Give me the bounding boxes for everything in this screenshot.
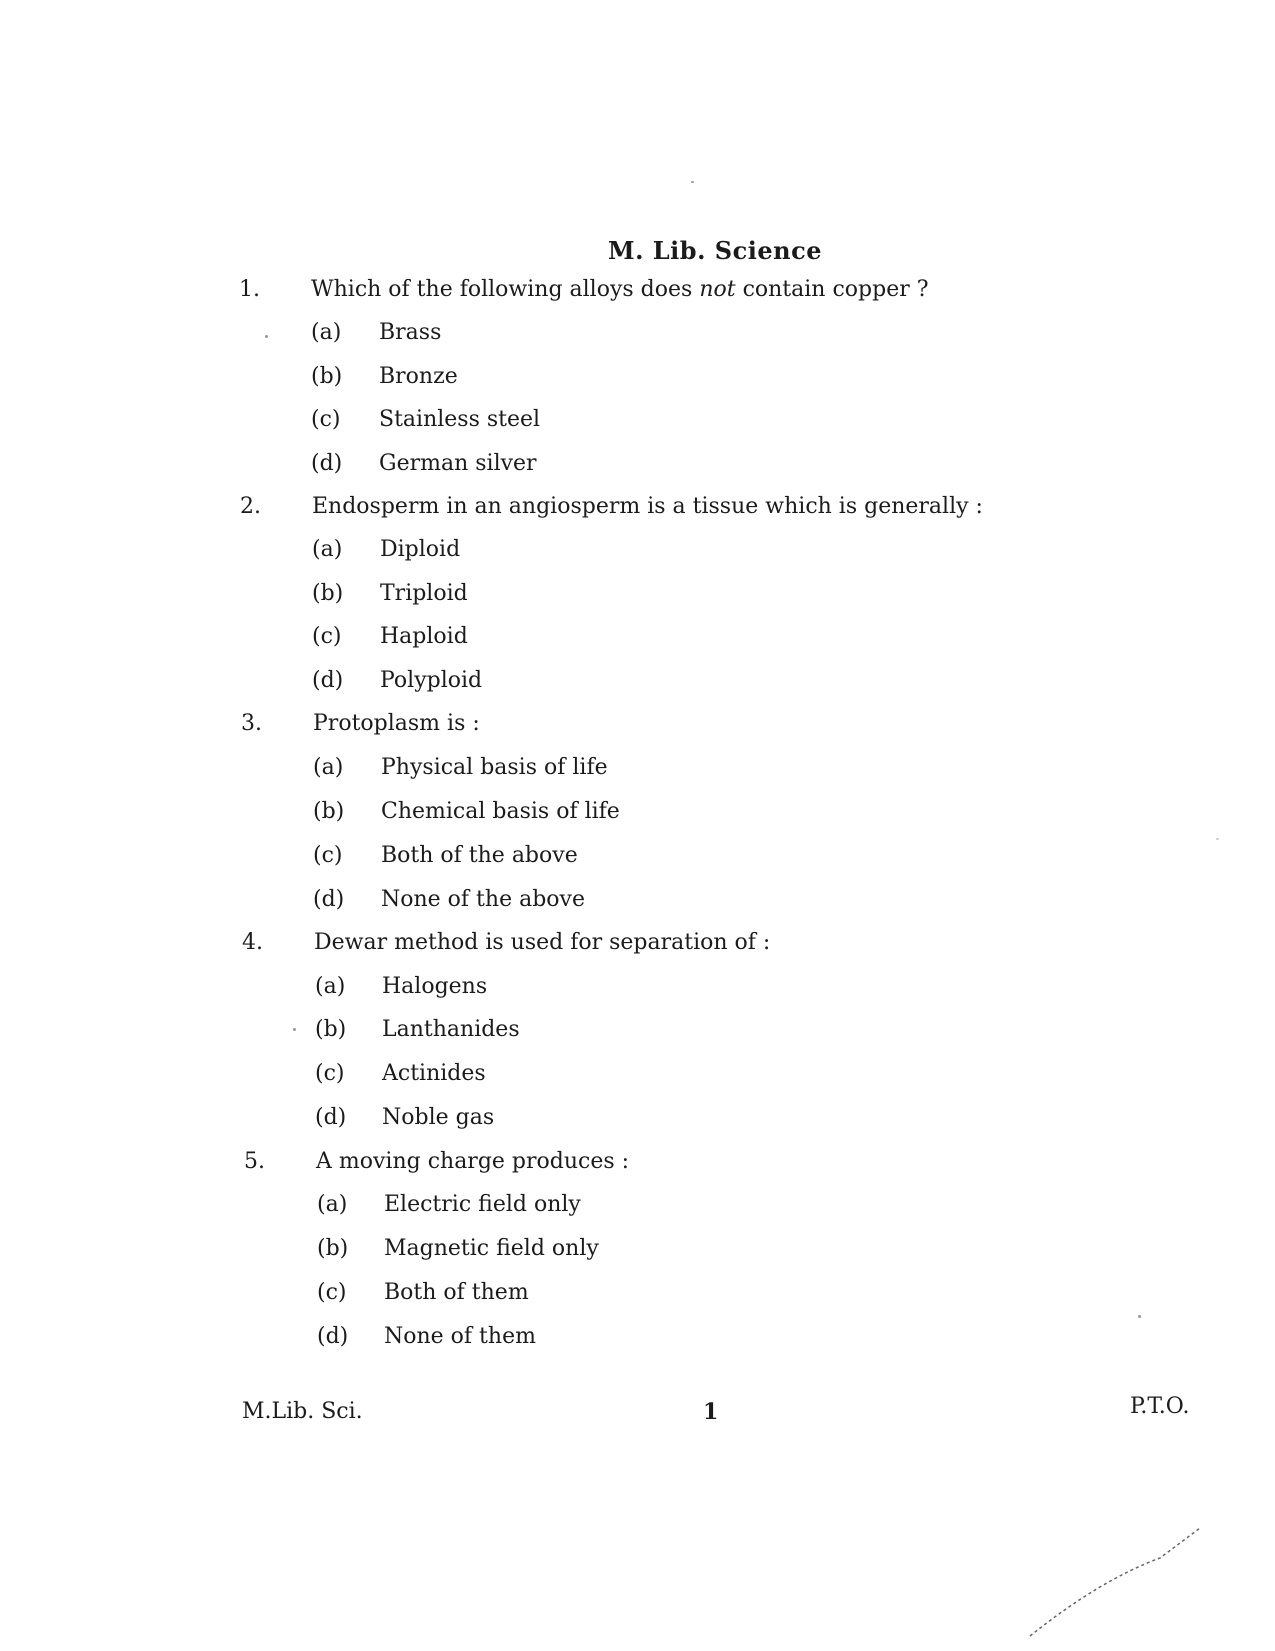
option-label: (d) [315, 1105, 347, 1130]
option-text: Triploid [380, 581, 468, 606]
option-label: (a) [312, 537, 343, 562]
option-label: (b) [311, 364, 343, 389]
page-number: 1 [703, 1399, 719, 1425]
question-text: Dewar method is used for separation of : [314, 930, 771, 955]
question-text-emphasis: not [699, 277, 736, 302]
question-text: A moving charge produces : [316, 1149, 630, 1174]
option-label: (b) [313, 799, 345, 824]
option-label: (d) [313, 887, 345, 912]
option-text: None of them [384, 1324, 536, 1349]
question-number: 3. [241, 711, 262, 736]
option-text: Both of the above [381, 843, 578, 868]
option-label: (d) [317, 1324, 349, 1349]
option-text: Actinides [382, 1061, 486, 1086]
question-text: Endosperm in an angiosperm is a tissue which is generally : [312, 494, 983, 519]
option-text: Halogens [382, 974, 488, 999]
option-text: Bronze [379, 364, 458, 389]
option-text: Noble gas [382, 1105, 495, 1130]
question-text: Protoplasm is : [313, 711, 480, 736]
page-title: M. Lib. Science [608, 236, 822, 265]
option-label: (a) [313, 755, 344, 780]
option-text: Physical basis of life [381, 755, 608, 780]
option-label: (a) [317, 1192, 348, 1217]
option-text: Both of them [384, 1280, 529, 1305]
option-label: (a) [311, 320, 342, 345]
option-label: (c) [311, 407, 341, 432]
option-label: (c) [312, 624, 342, 649]
question-number: 1. [239, 277, 260, 302]
option-label: (d) [312, 668, 344, 693]
option-text: Polyploid [380, 668, 483, 693]
option-label: (c) [313, 843, 343, 868]
option-label: (c) [315, 1061, 345, 1086]
option-text: Lanthanides [382, 1017, 520, 1042]
option-text: None of the above [381, 887, 585, 912]
option-text: German silver [379, 451, 537, 476]
option-label: (b) [312, 581, 344, 606]
option-label: (c) [317, 1280, 347, 1305]
option-text: Diploid [380, 537, 461, 562]
option-label: (d) [311, 451, 343, 476]
question-text-suffix: contain copper ? [735, 277, 929, 302]
question-number: 4. [242, 930, 263, 955]
option-text: Brass [379, 320, 442, 345]
question-text-prefix: Which of the following alloys does [311, 277, 700, 302]
option-text: Electric field only [384, 1192, 581, 1217]
option-label: (b) [315, 1017, 347, 1042]
option-text: Magnetic field only [384, 1236, 599, 1261]
question-number: 2. [240, 494, 261, 519]
question-number: 5. [244, 1149, 265, 1174]
option-label: (a) [315, 974, 346, 999]
footer-pto: P.T.O. [1130, 1394, 1190, 1419]
option-text: Chemical basis of life [381, 799, 620, 824]
option-text: Haploid [380, 624, 468, 649]
option-label: (b) [317, 1236, 349, 1261]
option-text: Stainless steel [379, 407, 541, 432]
footer-left-label: M.Lib. Sci. [242, 1399, 363, 1424]
